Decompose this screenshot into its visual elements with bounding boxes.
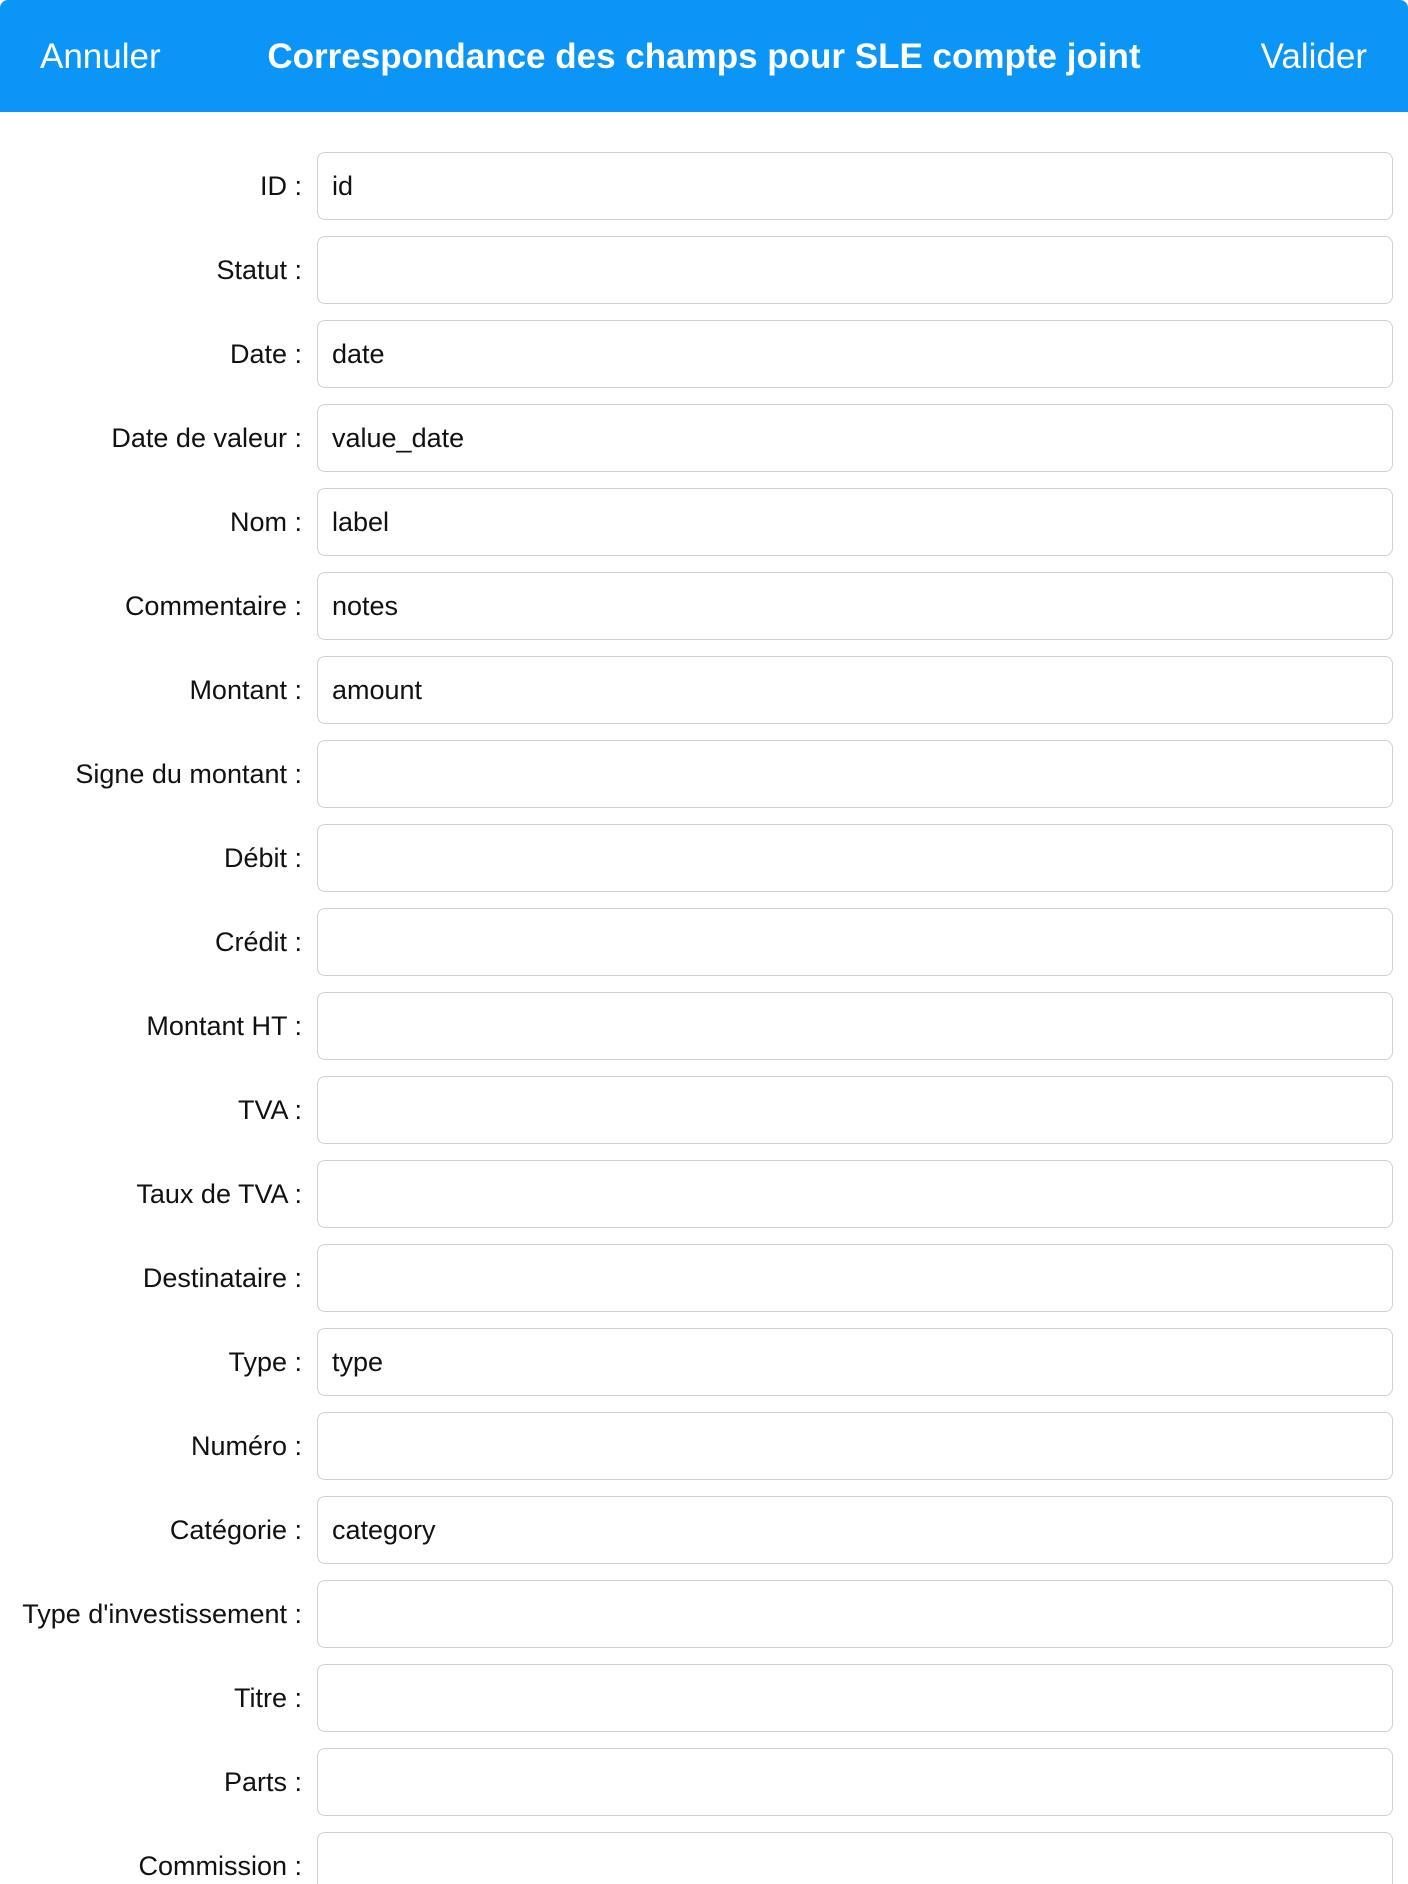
shares-input[interactable] [318,1749,1392,1815]
field-label: Parts : [223,1767,302,1797]
field-label: Débit : [223,843,302,873]
recipient-field[interactable] [317,1244,1393,1312]
field-label: Type : [228,1347,302,1377]
field-label: TVA : [237,1095,302,1125]
confirm-button[interactable]: Valider [1260,37,1367,76]
investment-type-field[interactable] [317,1580,1393,1648]
page-title: Correspondance des champs pour SLE compte joint [267,37,1141,76]
form-row-montant-ht [0,992,1408,1076]
debit-field[interactable] [317,824,1393,892]
id-input[interactable] [318,153,1392,219]
field-label: Titre : [233,1683,302,1713]
field-label: Type d'investissement : [22,1599,302,1629]
form-row-commission [0,1832,1408,1884]
field-label: Signe du montant : [75,759,302,789]
comment-input[interactable] [318,573,1392,639]
vat-rate-input[interactable] [318,1161,1392,1227]
form-row-type [0,1328,1408,1412]
field-label: Montant : [189,675,302,705]
value-date-input[interactable] [318,405,1392,471]
form-row-parts [0,1748,1408,1832]
category-field[interactable] [317,1496,1393,1564]
amount-sign-input[interactable] [318,741,1392,807]
amount-excl-tax-input[interactable] [318,993,1392,1059]
credit-field[interactable] [317,908,1393,976]
form-row-numero [0,1412,1408,1496]
date-field[interactable] [317,320,1393,388]
form-row-montant [0,656,1408,740]
form-row-debit [0,824,1408,908]
cancel-button[interactable]: Annuler [40,37,161,76]
form-row-nom [0,488,1408,572]
field-label: Commission : [138,1851,302,1881]
form-row-signe-du-montant [0,740,1408,824]
form-row-date-de-valeur [0,404,1408,488]
form-row-credit [0,908,1408,992]
field-label: Montant HT : [146,1011,302,1041]
form-row-type-investissement [0,1580,1408,1664]
field-label: Catégorie : [169,1515,302,1545]
field-label: ID : [259,171,302,201]
amount-excl-tax-field[interactable] [317,992,1393,1060]
number-input[interactable] [318,1413,1392,1479]
form-row-commentaire [0,572,1408,656]
amount-sign-field[interactable] [317,740,1393,808]
mapping-form [0,152,1408,1884]
statut-input[interactable] [318,237,1392,303]
field-label: Crédit : [214,927,302,957]
form-row-date [0,320,1408,404]
credit-input[interactable] [318,909,1392,975]
vat-field[interactable] [317,1076,1393,1144]
field-label: Statut : [216,255,302,285]
vat-input[interactable] [318,1077,1392,1143]
number-field[interactable] [317,1412,1393,1480]
navigation-bar [0,0,1408,112]
name-field[interactable] [317,488,1393,556]
field-label: Destinataire : [142,1263,302,1293]
form-row-taux-de-tva [0,1160,1408,1244]
statut-field[interactable] [317,236,1393,304]
comment-field[interactable] [317,572,1393,640]
amount-field[interactable] [317,656,1393,724]
field-label: Numéro : [190,1431,302,1461]
date-input[interactable] [318,321,1392,387]
investment-type-input[interactable] [318,1581,1392,1647]
form-row-categorie [0,1496,1408,1580]
security-field[interactable] [317,1664,1393,1732]
form-row-destinataire [0,1244,1408,1328]
name-input[interactable] [318,489,1392,555]
field-label: Date de valeur : [111,423,302,453]
type-input[interactable] [318,1329,1392,1395]
field-label: Date : [229,339,302,369]
type-field[interactable] [317,1328,1393,1396]
form-row-tva [0,1076,1408,1160]
field-label: Commentaire : [124,591,302,621]
value-date-field[interactable] [317,404,1393,472]
field-label: Taux de TVA : [136,1179,302,1209]
form-row-id [0,152,1408,236]
field-label: Nom : [229,507,302,537]
debit-input[interactable] [318,825,1392,891]
security-input[interactable] [318,1665,1392,1731]
commission-input[interactable] [318,1833,1392,1884]
shares-field[interactable] [317,1748,1393,1816]
form-row-titre [0,1664,1408,1748]
amount-input[interactable] [318,657,1392,723]
category-input[interactable] [318,1497,1392,1563]
vat-rate-field[interactable] [317,1160,1393,1228]
form-row-statut [0,236,1408,320]
recipient-input[interactable] [318,1245,1392,1311]
id-field[interactable] [317,152,1393,220]
commission-field[interactable] [317,1832,1393,1884]
